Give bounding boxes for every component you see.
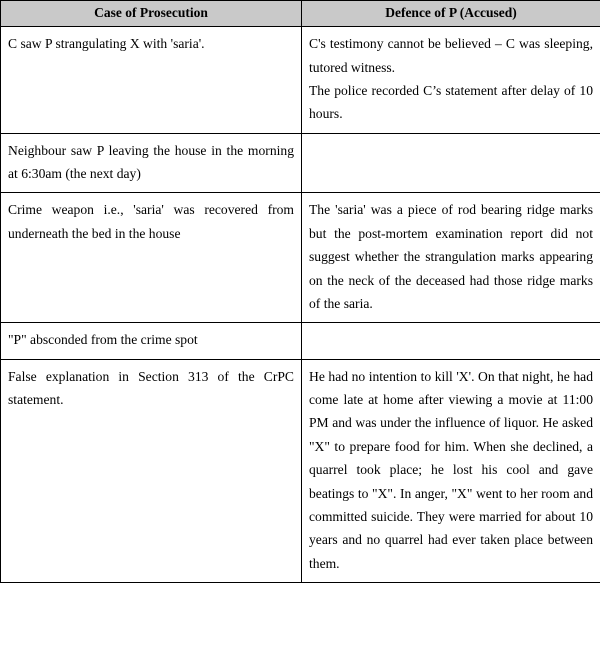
column-header-defence: Defence of P (Accused) [302, 1, 600, 27]
cell-prosecution [1, 133, 302, 193]
table-row [1, 193, 600, 323]
cell-content [1, 360, 301, 419]
cell-content [1, 323, 301, 358]
cell-defence [302, 27, 600, 134]
cell-content [302, 27, 600, 133]
cell-content-empty [302, 323, 600, 333]
table-header-row [1, 1, 600, 27]
cell-content [302, 360, 600, 582]
cell-defence [302, 323, 600, 359]
paragraph: C saw P strangulating X with 'saria'. [8, 36, 205, 52]
paragraph: He had no intention to kill 'X'. On that night, he had come late at home after viewing a movie at 11:00 PM and was under the influence of liquor. He asked "X" to prepare food for him. When she declined, a quarrel took place; he lost his cool and gave beatings to "X". In anger, "X" went to her room and committed suicide. They were married for about 10 years and no quarrel had ever taken place between them. [309, 368, 593, 571]
cell-prosecution [1, 359, 302, 582]
paragraph: "P" absconded from the crime spot [8, 332, 198, 348]
cell-prosecution [1, 27, 302, 134]
cell-content [1, 193, 301, 252]
cell-defence [302, 133, 600, 193]
paragraph: False explanation in Section 313 of the CrPC statement. [8, 368, 294, 408]
table-row [1, 133, 600, 193]
table-header [1, 1, 600, 27]
table-row [1, 27, 600, 134]
paragraph: Crime weapon i.e., 'saria' was recovered from underneath the bed in the house [8, 202, 294, 241]
cell-prosecution [1, 323, 302, 359]
cell-content [1, 27, 301, 62]
cell-content [302, 193, 600, 322]
cell-defence [302, 193, 600, 323]
table-body [1, 27, 600, 583]
paragraph: Neighbour saw P leaving the house in the morning at 6:30am (the next day) [8, 142, 294, 182]
cell-defence [302, 359, 600, 582]
cell-prosecution [1, 193, 302, 323]
paragraph: The 'saria' was a piece of rod bearing ridge marks but the post-mortem examination report did not suggest whether the strangulation marks appearing on the neck of the deceased had those ridge marks of the saria. [309, 202, 593, 311]
table-row [1, 323, 600, 359]
cell-content-empty [302, 134, 600, 144]
table-row [1, 359, 600, 582]
paragraph: The police recorded C’s statement after delay of 10 hours. [309, 82, 593, 122]
cell-content [1, 134, 301, 193]
paragraph: C's testimony cannot be believed – C was sleeping, tutored witness. [309, 36, 593, 75]
column-header-prosecution: Case of Prosecution [1, 1, 302, 27]
